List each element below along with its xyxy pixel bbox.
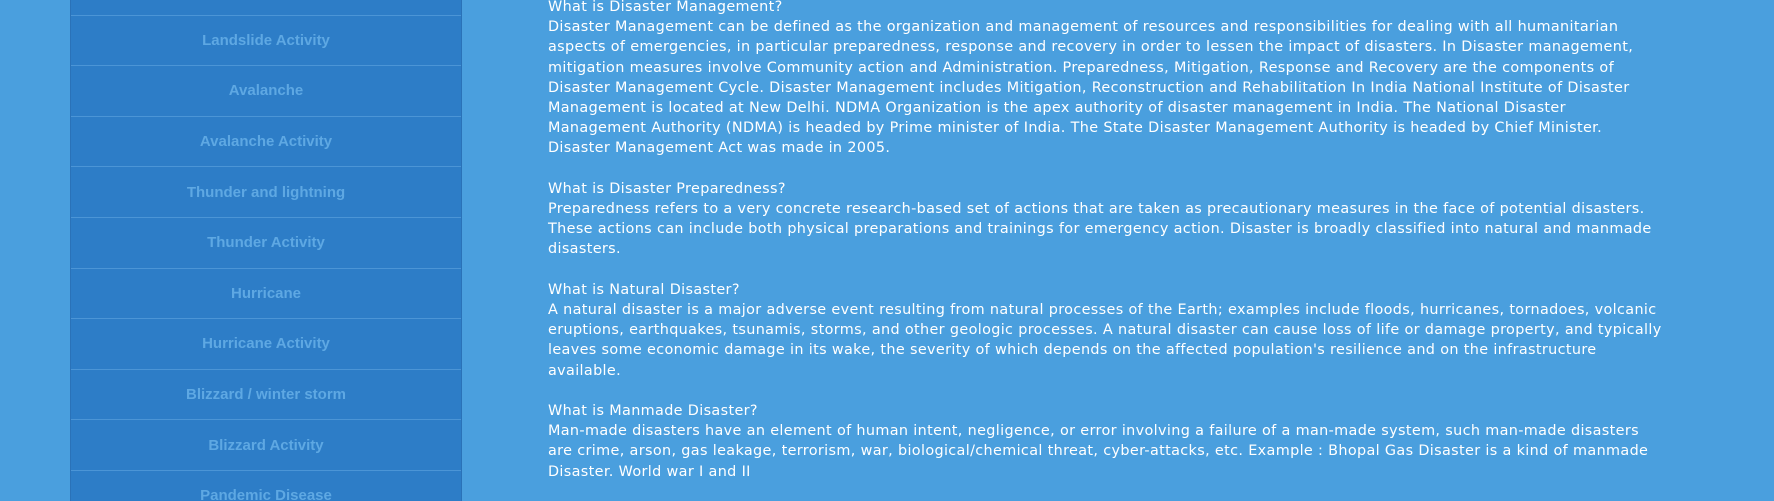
sidebar-item-pandemic-disease[interactable] (71, 470, 461, 501)
sidebar-item-hurricane[interactable] (71, 268, 461, 319)
section-body: A natural disaster is a major adverse event resulting from natural processes of the Earth; examples include floods, hurricanes, tornadoes, volcanic eruptions, earthquakes, tsunamis, storms, and other geologic processes. A natural disaster can cause loss of life or damage property, and typically leaves some economic damage in its wake, the severity of which depends on the affected population's resilience and on the infrastructure available. (548, 302, 1662, 379)
section-natural-disaster (548, 280, 1668, 381)
section-heading: What is Disaster Management? (548, 0, 783, 15)
section-heading: What is Disaster Preparedness? (548, 180, 786, 197)
sidebar-item-blizzard-winter-storm[interactable] (71, 369, 461, 420)
sidebar-item-label: Avalanche Activity (199, 133, 333, 151)
section-disaster-management (548, 0, 1668, 159)
section-heading: What is Natural Disaster? (548, 281, 740, 298)
section-heading: What is Manmade Disaster? (548, 403, 758, 420)
sidebar-item-label: Avalanche (228, 82, 304, 100)
sidebar-item-label: Blizzard Activity (208, 436, 324, 454)
article-content (548, 0, 1668, 501)
sidebar-item-blizzard-activity[interactable] (71, 419, 461, 470)
sidebar-item-label: Hurricane (230, 284, 302, 302)
sidebar-item-label: Pandemic Disease (200, 487, 332, 501)
sidebar-item-avalanche-activity[interactable] (71, 116, 461, 167)
section-disaster-preparedness (548, 179, 1668, 260)
section-manmade-disaster (548, 401, 1668, 482)
section-body: Preparedness refers to a very concrete research-based set of actions that are taken as precautionary measures in the face of potential disasters. These actions can include both physical preparations and trainings for emergency action. Disaster is broadly classified into natural and manmade disasters. (548, 201, 1652, 258)
sidebar-item-thunder-and-lightning[interactable] (71, 166, 461, 217)
sidebar-menu (70, 0, 462, 501)
sidebar-item-previous[interactable] (71, 0, 461, 15)
sidebar-item-label: Thunder Activity (207, 234, 325, 252)
sidebar-item-avalanche[interactable] (71, 65, 461, 116)
sidebar-item-thunder-activity[interactable] (71, 217, 461, 268)
sidebar-item-label: Blizzard / winter storm (185, 386, 347, 404)
sidebar-item-hurricane-activity[interactable] (71, 318, 461, 369)
sidebar-item-label: Hurricane Activity (202, 335, 330, 353)
sidebar-item-label: Landslide Activity (202, 31, 330, 49)
sidebar-item-label: Thunder and lightning (186, 183, 346, 201)
sidebar-item-landslide-activity[interactable] (71, 15, 461, 66)
section-body: Man-made disasters have an element of human intent, negligence, or error involving a failure of a man-made system, such man-made disasters are crime, arson, gas leakage, terrorism, war, biological/chemical threat, cyber-attacks, etc. Example : Bhopal Gas Disaster is a kind of manmade Disaster. World war I and II (548, 423, 1649, 480)
section-body: Disaster Management can be defined as the organization and management of resources and responsibilities for dealing with all humanitarian aspects of emergencies, in particular preparedness, response and recovery in order to lessen the impact of disasters. In Disaster management, mitigation measures involve Community action and Administration. Preparedness, Mitigation, Response and Recovery are the components of Disaster Management Cycle. Disaster Management includes Mitigation, Reconstruction and Rehabilitation In India National Institute of Disaster Management is located at New Delhi. NDMA Organization is the apex authority of disaster management in India. The National Disaster Management Authority (NDMA) is headed by Prime minister of India. The State Disaster Management Authority is headed by Chief Minister. Disaster Management Act was made in 2005. (548, 19, 1634, 157)
